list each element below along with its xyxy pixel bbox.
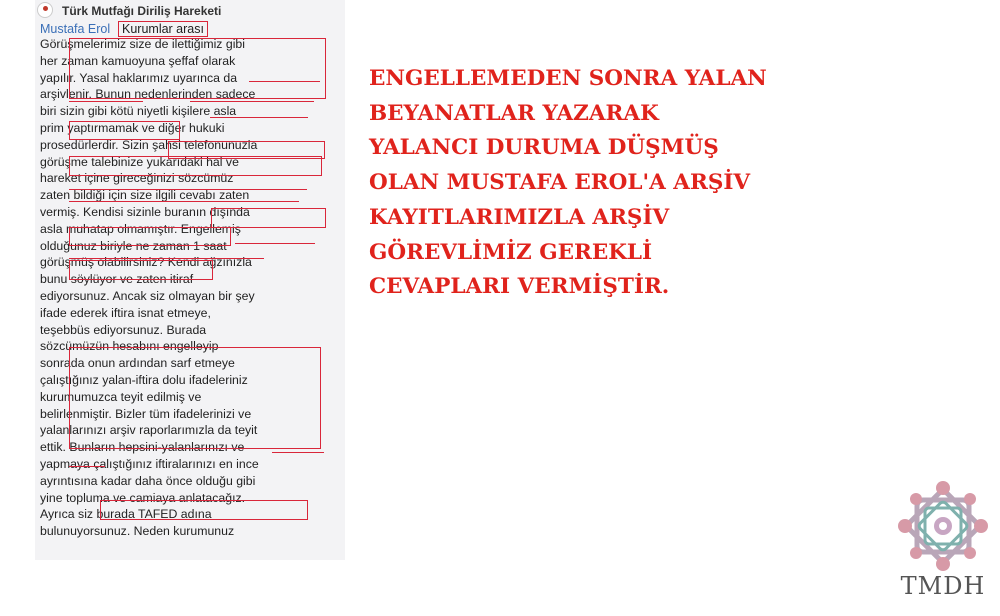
message-line: Ayrıca siz burada TAFED adına <box>40 507 212 522</box>
message-line: vermiş. Kendisi sizinle buranın dışında <box>40 205 250 219</box>
tmdh-logo <box>893 478 993 608</box>
message-line: ettik. Bunların hepsini-yalanlarınızı ve <box>40 440 245 455</box>
message-line: yapmaya çalıştığınız iftiralarınızı en ince <box>40 457 259 471</box>
message-line: yine topluma ve camiaya anlatacağız. <box>40 490 246 505</box>
message-line: yalanlarınızı arşiv raporlarımızla da teyit <box>40 423 258 438</box>
message-line: prim yaptırmamak ve diğer hukuki <box>40 121 225 135</box>
message-line: teşebbüs ediyorsunuz. Burada <box>40 322 207 337</box>
message-line: sözcümüzün hesabını engelleyip <box>40 339 219 354</box>
headline-line: BEYANATLAR YAZARAK <box>369 100 659 126</box>
message-line: ifade ederek iftira isnat etmeye, <box>40 305 211 320</box>
message-line: hareket içine gireceğinizi sözcümüz <box>40 171 234 186</box>
chat-header <box>35 0 345 20</box>
message-line: olduğunuz biriyle ne zaman 1 saat <box>40 238 227 253</box>
headline-line: KAYITLARIMIZLA ARŞİV <box>369 204 670 230</box>
headline-line: CEVAPLARI VERMİŞTİR. <box>369 274 670 300</box>
group-avatar[interactable] <box>37 2 53 18</box>
logo-text: TMDH <box>900 572 986 600</box>
headline-line: GÖREVLİMİZ GEREKLİ <box>369 239 653 265</box>
message-line: prosedürlerdir. Sizin şahsi telefonunuzla <box>40 137 258 152</box>
message-subject: Kurumlar arası <box>118 21 208 37</box>
message-line: her zaman kamuoyuna şeffaf olarak <box>40 53 236 68</box>
group-name[interactable]: Türk Mutfağı Diriliş Hareketi <box>62 4 222 18</box>
headline-line: ENGELLEMEDEN SONRA YALAN <box>369 66 767 91</box>
message-line: zaten bildiği için size ilgili cevabı zaten <box>40 188 250 203</box>
message-line: Görüşmelerimiz size de ilettiğimiz gibi <box>40 37 246 51</box>
headline-line: YALANCI DURUMA DÜŞMÜŞ <box>369 135 719 161</box>
message-line: sonrada onun ardından sarf etmeye <box>40 356 235 371</box>
message-line: çalıştığınız yalan-iftira dolu ifadeleriniz <box>40 373 248 387</box>
ornament-star-icon <box>893 478 993 574</box>
message-line: kurumumuzca teyit edilmiş ve <box>40 389 202 404</box>
message-line: görüşmüş olabilirsiniz? Kendi ağzınızla <box>40 255 252 270</box>
sender-name[interactable]: Mustafa Erol <box>40 22 111 36</box>
message-line: görüşme talebinize yukarıdaki hal ve <box>40 154 239 169</box>
headline <box>369 62 849 305</box>
headline-line: OLAN MUSTAFA EROL'A ARŞİV <box>369 170 751 196</box>
message-line: ediyorsunuz. Ancak siz olmayan bir şey <box>40 289 255 303</box>
message-line: biri sizin gibi kötü niyetli kişilere asla <box>40 104 237 119</box>
message-line: bunu söylüyor ve zaten itiraf <box>40 272 194 287</box>
message-line: ayrıntısına kadar daha önce olduğu gibi <box>40 473 256 488</box>
message-line: bulunuyorsunuz. Neden kurumunuz <box>40 524 235 539</box>
message-line: yapılır. Yasal haklarımız uyarınca da <box>40 70 238 85</box>
message-line: belirlenmiştir. Bizler tüm ifadelerinizi ve <box>40 406 252 421</box>
message-line: asla muhatap olmamıştır. Engellemiş <box>40 221 241 236</box>
message-line: arşivlenir. Bunun nedenlerinden sadece <box>40 87 256 102</box>
